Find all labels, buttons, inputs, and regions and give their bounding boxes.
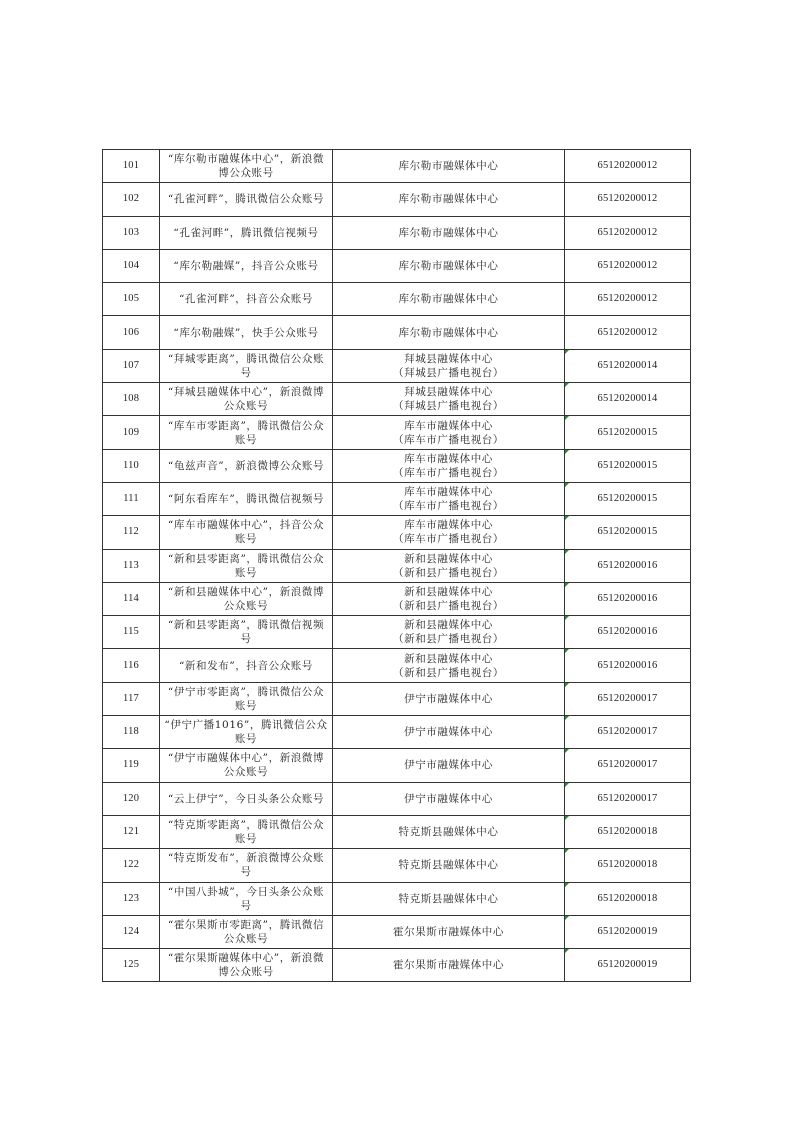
license-code-text: 65120200012	[597, 293, 658, 305]
organization-line: 霍尔果斯市融媒体中心	[393, 959, 504, 972]
organization-line: 伊宁市融媒体中心	[404, 692, 493, 705]
account-name-cell: “新和县零距离”，腾讯微信视频号	[160, 616, 333, 649]
cell-comment-marker	[565, 550, 569, 554]
row-number-cell: 124	[103, 915, 160, 948]
organization-cell	[333, 549, 565, 582]
license-code-text: 65120200015	[597, 493, 658, 505]
license-code-text: 65120200012	[597, 260, 658, 272]
table-row	[103, 482, 691, 515]
table-row	[103, 283, 691, 316]
organization-cell	[333, 349, 565, 382]
table-row	[103, 216, 691, 249]
organization-cell	[333, 915, 565, 948]
account-name-cell: “伊宁市零距离”，腾讯微信公众账号	[160, 682, 333, 715]
table-row	[103, 249, 691, 282]
license-code-cell	[565, 316, 691, 349]
license-code-cell	[565, 882, 691, 915]
organization-cell	[333, 416, 565, 449]
organization-cell	[333, 383, 565, 416]
organization-cell	[333, 649, 565, 682]
cell-comment-marker	[565, 849, 569, 853]
organization-cell	[333, 749, 565, 782]
license-code-cell	[565, 549, 691, 582]
cell-comment-marker	[565, 583, 569, 587]
license-code-cell	[565, 815, 691, 848]
table-row	[103, 416, 691, 449]
license-code-cell	[565, 716, 691, 749]
license-code-text: 65120200012	[597, 193, 658, 205]
organization-line: 伊宁市融媒体中心	[404, 792, 493, 805]
license-code-text: 65120200018	[597, 826, 658, 838]
account-name-cell: “云上伊宁”，今日头条公众账号	[160, 782, 333, 815]
organization-line: 库尔勒市融媒体中心	[398, 160, 499, 173]
organization-line: 库车市融媒体中心	[404, 486, 493, 499]
organization-line: 库尔勒市融媒体中心	[398, 260, 499, 273]
organization-cell	[333, 616, 565, 649]
table-row	[103, 749, 691, 782]
license-code-cell	[565, 782, 691, 815]
cell-comment-marker	[565, 916, 569, 920]
table-row	[103, 616, 691, 649]
row-number-cell: 116	[103, 649, 160, 682]
license-code-text: 65120200016	[597, 659, 658, 671]
license-code-text: 65120200018	[597, 859, 658, 871]
table-row	[103, 183, 691, 216]
license-code-cell	[565, 649, 691, 682]
table-row	[103, 383, 691, 416]
license-code-cell	[565, 582, 691, 615]
license-code-cell	[565, 482, 691, 515]
row-number-cell: 109	[103, 416, 160, 449]
license-code-cell	[565, 150, 691, 183]
organization-line: 伊宁市融媒体中心	[404, 726, 493, 739]
account-name-cell: “特克斯发布”，新浪微博公众账号	[160, 849, 333, 882]
organization-line: （新和县广播电视台）	[393, 633, 504, 646]
organization-line: 新和县融媒体中心	[404, 586, 493, 598]
organization-line: 特克斯县融媒体中心	[398, 826, 499, 839]
license-code-text: 65120200015	[597, 459, 658, 471]
organization-cell	[333, 882, 565, 915]
account-name-cell: “霍尔果斯市零距离”，腾讯微信公众账号	[160, 915, 333, 948]
account-name-cell: “拜城县融媒体中心”，新浪微博公众账号	[160, 383, 333, 416]
organization-line: 特克斯县融媒体中心	[398, 859, 499, 872]
organization-line: 库车市融媒体中心	[404, 419, 493, 432]
organization-line: 库车市融媒体中心	[404, 519, 493, 532]
row-number-cell: 111	[103, 482, 160, 515]
table-row	[103, 549, 691, 582]
account-name-cell: “库尔勒融媒”，抖音公众账号	[160, 249, 333, 282]
organization-line: 霍尔果斯市融媒体中心	[393, 925, 504, 938]
license-code-text: 65120200014	[597, 393, 658, 405]
license-code-text: 65120200019	[597, 959, 658, 971]
account-name-cell: “新和县融媒体中心”，新浪微博公众账号	[160, 582, 333, 615]
organization-cell	[333, 849, 565, 882]
account-name-cell: “库车市零距离”，腾讯微信公众账号	[160, 416, 333, 449]
row-number-cell: 102	[103, 183, 160, 216]
table-row	[103, 682, 691, 715]
cell-comment-marker	[565, 716, 569, 720]
organization-line: 拜城县融媒体中心	[404, 386, 493, 399]
organization-cell	[333, 949, 565, 982]
organization-cell	[333, 682, 565, 715]
cell-comment-marker	[565, 883, 569, 887]
table-row	[103, 449, 691, 482]
organization-line: 库尔勒市融媒体中心	[398, 226, 499, 239]
account-name-cell: “伊宁市融媒体中心”，新浪微博公众账号	[160, 749, 333, 782]
row-number-cell: 107	[103, 349, 160, 382]
cell-comment-marker	[565, 450, 569, 454]
account-name-cell: “新和县零距离”，腾讯微信公众账号	[160, 549, 333, 582]
license-code-text: 65120200016	[597, 626, 658, 638]
row-number-cell: 115	[103, 616, 160, 649]
account-name-cell: “库车市融媒体中心”，抖音公众账号	[160, 516, 333, 549]
table-row	[103, 949, 691, 982]
organization-cell	[333, 782, 565, 815]
table-row	[103, 316, 691, 349]
row-number-cell: 117	[103, 682, 160, 715]
license-code-cell	[565, 516, 691, 549]
organization-line: 库尔勒市融媒体中心	[398, 293, 499, 306]
account-name-cell: “阿东看库车”，腾讯微信视频号	[160, 482, 333, 515]
license-code-cell	[565, 849, 691, 882]
row-number-cell: 119	[103, 749, 160, 782]
cell-comment-marker	[565, 683, 569, 687]
account-name-cell: “新和发布”，抖音公众账号	[160, 649, 333, 682]
organization-line: 新和县融媒体中心	[404, 652, 493, 665]
organization-line: （库车市广播电视台）	[393, 500, 504, 513]
organization-line: 库尔勒市融媒体中心	[398, 193, 499, 206]
row-number-cell: 104	[103, 249, 160, 282]
organization-line: 库尔勒市融媒体中心	[398, 326, 499, 339]
organization-line: （新和县广播电视台）	[393, 666, 504, 679]
organization-cell	[333, 183, 565, 216]
license-code-text: 65120200017	[597, 759, 658, 771]
row-number-cell: 110	[103, 449, 160, 482]
account-name-cell: “库尔勒市融媒体中心”，新浪微博公众账号	[160, 150, 333, 183]
license-code-text: 65120200015	[597, 426, 658, 438]
table-row	[103, 649, 691, 682]
table-row	[103, 882, 691, 915]
table-row	[103, 150, 691, 183]
organization-cell	[333, 283, 565, 316]
organization-line: 新和县融媒体中心	[404, 552, 493, 565]
table-row	[103, 849, 691, 882]
cell-comment-marker	[565, 483, 569, 487]
license-code-text: 65120200015	[597, 526, 658, 538]
table-row	[103, 716, 691, 749]
row-number-cell: 118	[103, 716, 160, 749]
row-number-cell: 120	[103, 782, 160, 815]
organization-cell	[333, 815, 565, 848]
organization-line: 拜城县融媒体中心	[404, 352, 493, 365]
row-number-cell: 125	[103, 949, 160, 982]
cell-comment-marker	[565, 616, 569, 620]
organization-cell	[333, 582, 565, 615]
organization-cell	[333, 449, 565, 482]
license-code-cell	[565, 749, 691, 782]
cell-comment-marker	[565, 949, 569, 953]
registry-table-body	[103, 150, 691, 982]
row-number-cell: 106	[103, 316, 160, 349]
account-name-cell: “霍尔果斯融媒体中心”，新浪微博公众账号	[160, 949, 333, 982]
cell-comment-marker	[565, 383, 569, 387]
row-number-cell: 101	[103, 150, 160, 183]
cell-comment-marker	[565, 816, 569, 820]
cell-comment-marker	[565, 749, 569, 753]
license-code-text: 65120200012	[597, 326, 658, 338]
organization-line: 库车市融媒体中心	[404, 452, 493, 465]
license-code-cell	[565, 682, 691, 715]
license-code-cell	[565, 249, 691, 282]
organization-line: 新和县融媒体中心	[404, 619, 493, 632]
organization-cell	[333, 516, 565, 549]
organization-line: （新和县广播电视台）	[393, 600, 504, 612]
license-code-text: 65120200014	[597, 359, 658, 371]
license-code-text: 65120200017	[597, 726, 658, 738]
cell-comment-marker	[565, 350, 569, 354]
organization-line: （库车市广播电视台）	[393, 466, 504, 479]
organization-line: （拜城县广播电视台）	[393, 366, 504, 379]
cell-comment-marker	[565, 783, 569, 787]
row-number-cell: 112	[103, 516, 160, 549]
account-name-cell: “孔雀河畔”，腾讯微信公众账号	[160, 183, 333, 216]
license-code-cell	[565, 449, 691, 482]
account-name-cell: “库尔勒融媒”，快手公众账号	[160, 316, 333, 349]
row-number-cell: 121	[103, 815, 160, 848]
license-code-cell	[565, 349, 691, 382]
account-name-cell: “拜城零距离”，腾讯微信公众账号	[160, 349, 333, 382]
organization-cell	[333, 216, 565, 249]
license-code-text: 65120200012	[597, 226, 658, 238]
organization-line: （库车市广播电视台）	[393, 433, 504, 446]
row-number-cell: 103	[103, 216, 160, 249]
account-name-cell: “孔雀河畔”，腾讯微信视频号	[160, 216, 333, 249]
organization-cell	[333, 482, 565, 515]
cell-comment-marker	[565, 649, 569, 653]
organization-line: （新和县广播电视台）	[393, 566, 504, 579]
account-name-cell: “伊宁广播1016”，腾讯微信公众账号	[160, 716, 333, 749]
organization-line: （拜城县广播电视台）	[393, 400, 504, 413]
registry-table	[102, 149, 691, 982]
cell-comment-marker	[565, 516, 569, 520]
license-code-text: 65120200017	[597, 692, 658, 704]
license-code-text: 65120200012	[597, 160, 658, 172]
organization-line: 特克斯县融媒体中心	[398, 892, 499, 905]
license-code-text: 65120200016	[597, 559, 658, 571]
organization-cell	[333, 716, 565, 749]
row-number-cell: 122	[103, 849, 160, 882]
row-number-cell: 108	[103, 383, 160, 416]
table-row	[103, 815, 691, 848]
account-name-cell: “中国八卦城”，今日头条公众账号	[160, 882, 333, 915]
license-code-cell	[565, 216, 691, 249]
account-name-cell: “龟兹声音”，新浪微博公众账号	[160, 449, 333, 482]
license-code-cell	[565, 383, 691, 416]
license-code-cell	[565, 915, 691, 948]
cell-comment-marker	[565, 416, 569, 420]
row-number-cell: 114	[103, 582, 160, 615]
account-name-cell: “孔雀河畔”，抖音公众账号	[160, 283, 333, 316]
license-code-text: 65120200018	[597, 892, 658, 904]
license-code-text: 65120200019	[597, 925, 658, 937]
table-row	[103, 782, 691, 815]
license-code-cell	[565, 183, 691, 216]
organization-cell	[333, 316, 565, 349]
license-code-text: 65120200017	[597, 792, 658, 804]
table-row	[103, 516, 691, 549]
license-code-cell	[565, 283, 691, 316]
organization-line: 伊宁市融媒体中心	[404, 759, 493, 772]
table-row	[103, 582, 691, 615]
organization-line: （库车市广播电视台）	[393, 533, 504, 546]
license-code-cell	[565, 949, 691, 982]
license-code-cell	[565, 616, 691, 649]
organization-cell	[333, 150, 565, 183]
organization-cell	[333, 249, 565, 282]
table-row	[103, 915, 691, 948]
license-code-text: 65120200016	[597, 593, 658, 604]
account-name-cell: “特克斯零距离”，腾讯微信公众账号	[160, 815, 333, 848]
row-number-cell: 105	[103, 283, 160, 316]
row-number-cell: 113	[103, 549, 160, 582]
license-code-cell	[565, 416, 691, 449]
row-number-cell: 123	[103, 882, 160, 915]
table-row	[103, 349, 691, 382]
